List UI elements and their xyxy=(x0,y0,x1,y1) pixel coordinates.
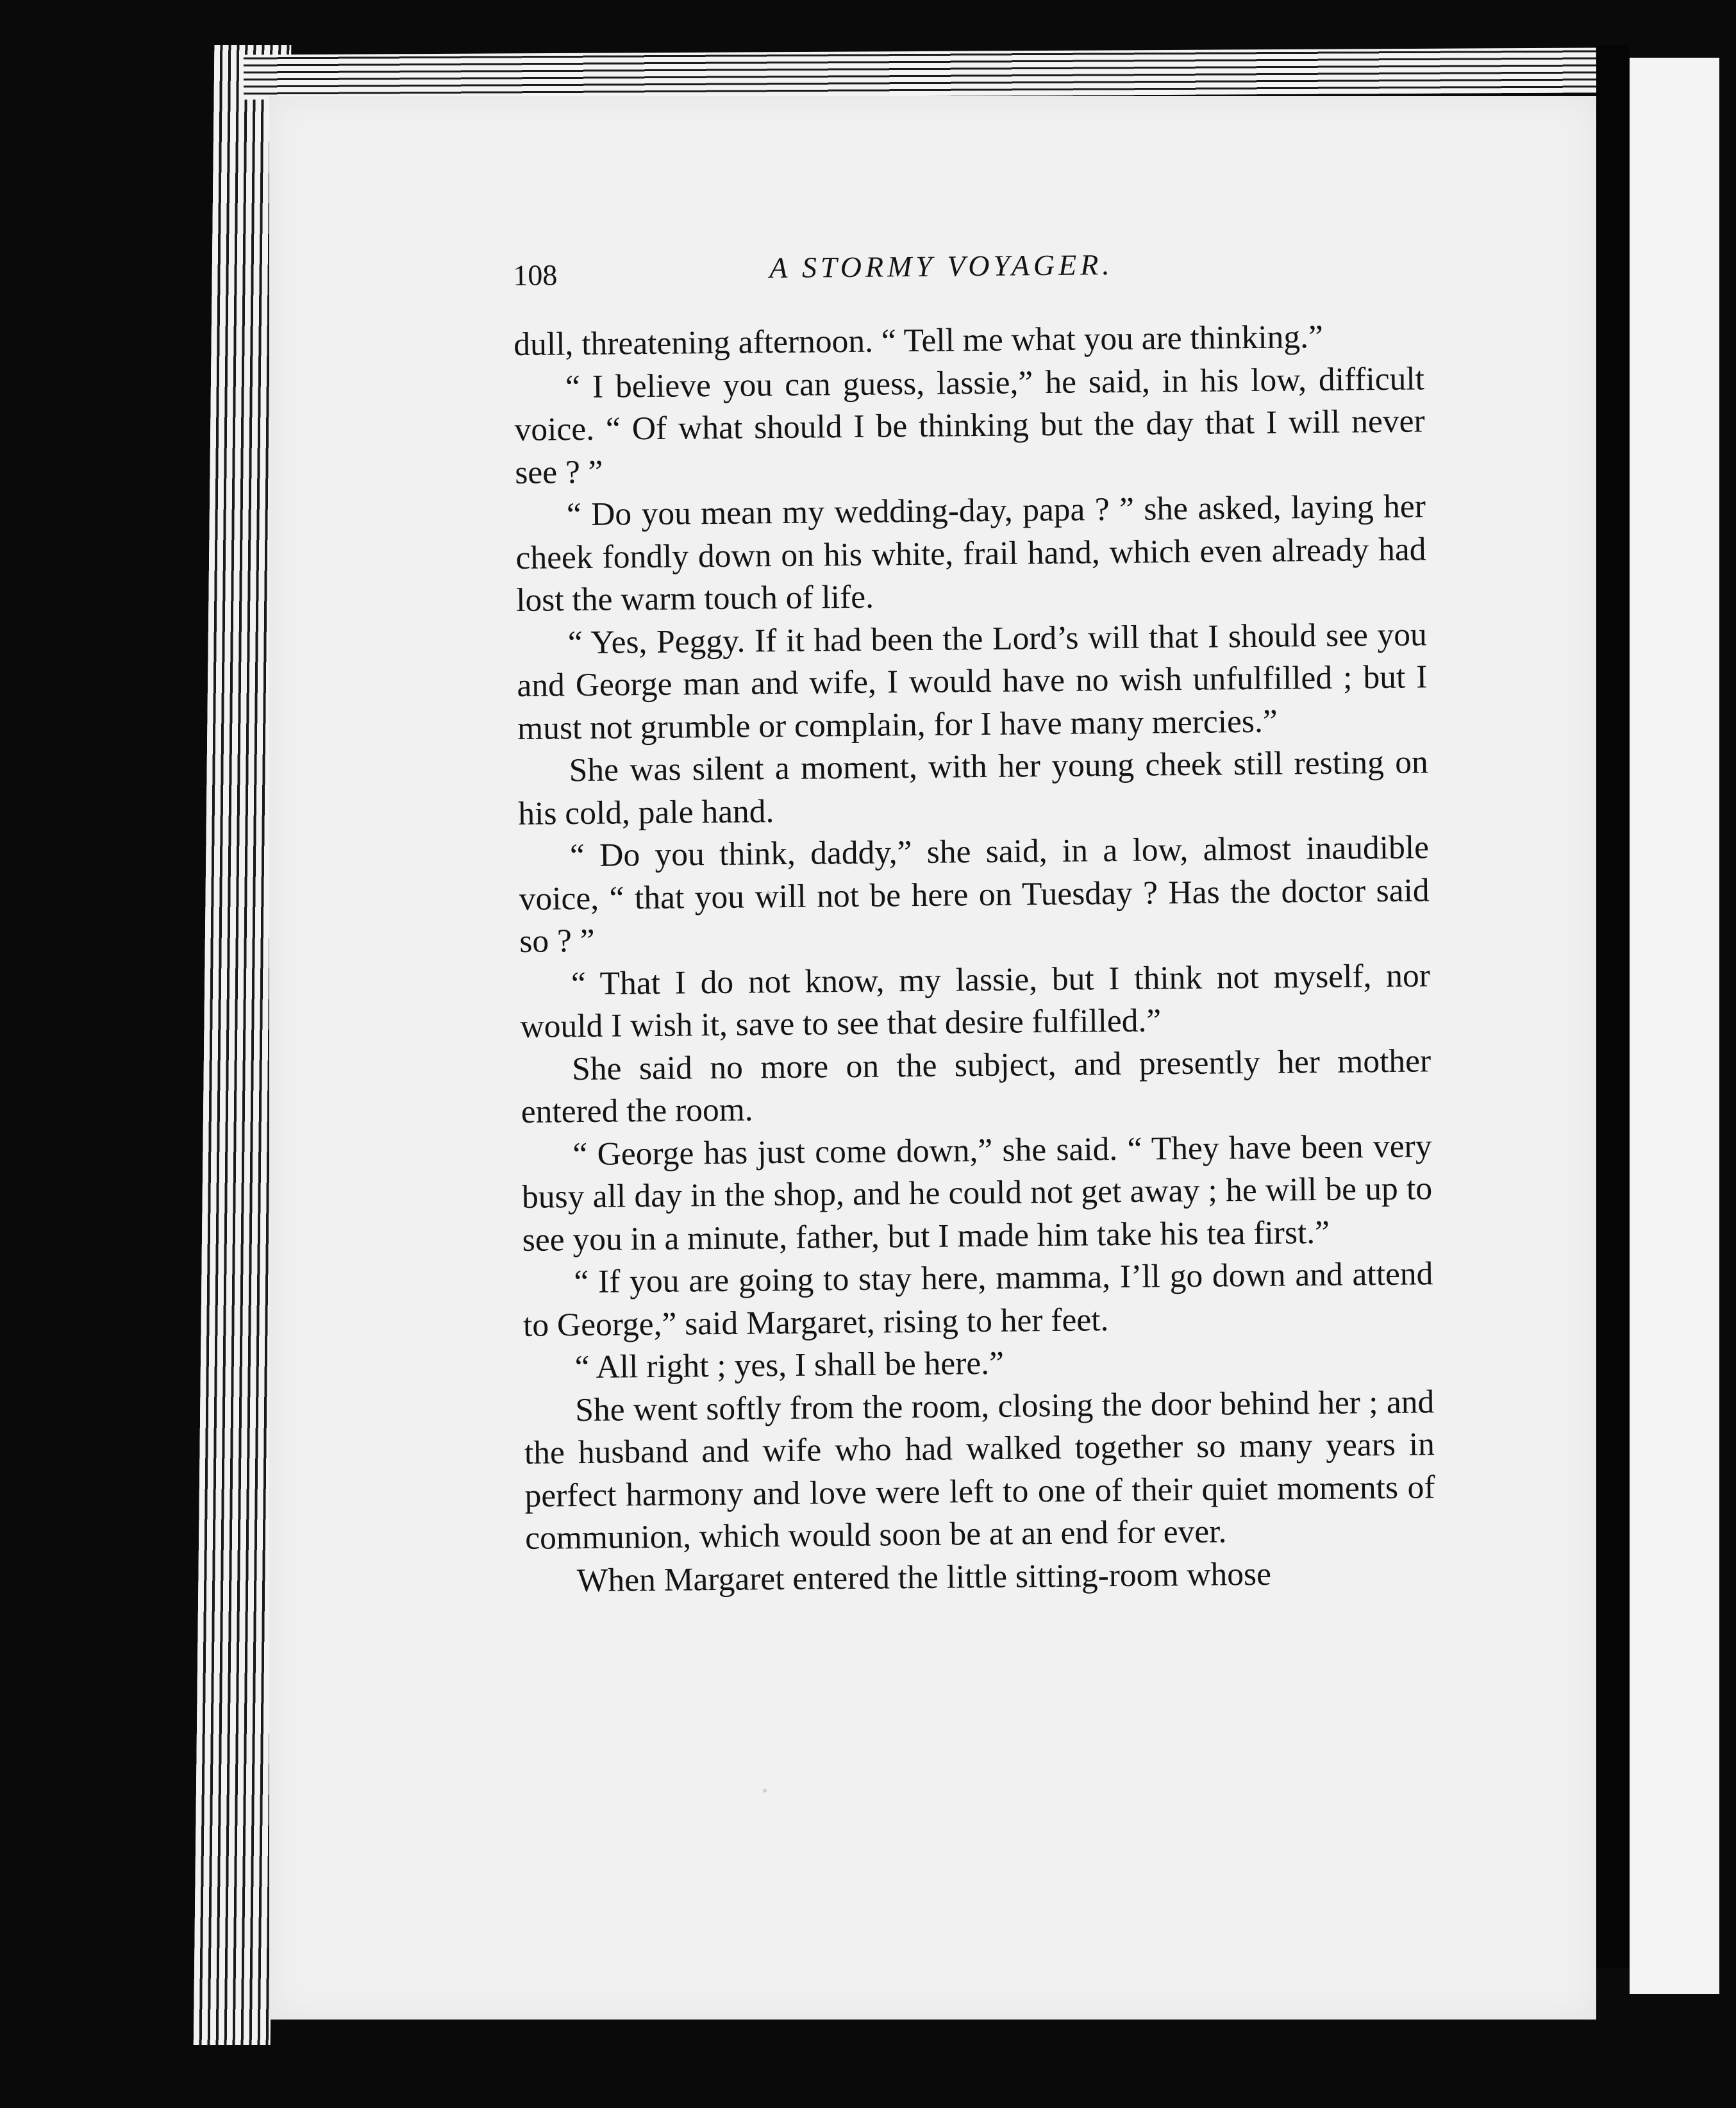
running-head xyxy=(513,244,1424,324)
paragraph: “ That I do not know, my lassie, but I think not myself, nor would I wish it, save to see that desire fulfilled.” xyxy=(520,957,1431,1045)
facing-page-edge xyxy=(1630,58,1719,1994)
running-title: A STORMY VOYAGER. xyxy=(769,248,1114,285)
paragraph-continuation: dull, threatening afternoon. “ Tell me what you are thinking.” xyxy=(513,318,1324,363)
paragraph: “ Yes, Peggy. If it had been the Lord’s will that I should see you and George man and wife, I would have no wish unfulfilled ; but I must not grumble or complain, for I have many mercies.” xyxy=(517,615,1428,747)
paragraph: “ Do you mean my wedding-day, papa ? ” she asked, laying her cheek fondly down on his white, frail hand, which even already had lost the warm touch of life. xyxy=(515,488,1426,619)
paragraph: “ George has just come down,” she said. “ They have been very busy all day in the shop, and he could not get away ; he will be up to see you in a minute, father, but I made him take his tea first.” xyxy=(521,1127,1433,1259)
paper-speck xyxy=(763,1789,767,1793)
page-number: 108 xyxy=(513,258,558,292)
paragraph: “ All right ; yes, I shall be here.” xyxy=(574,1344,1005,1386)
paragraph: “ If you are going to stay here, mamma, I’ll go down and attend to George,” said Margaret, rising to her feet. xyxy=(522,1255,1433,1344)
paragraph: She went softly from the room, closing the door behind her ; and the husband and wife who had walked together so many years in perfect harmony and love were left to one of their quiet moments of communion, which would soon be at an end for ever. xyxy=(524,1383,1435,1557)
page-stack-top-edges xyxy=(244,47,1596,99)
paragraph: “ Do you think, daddy,” she said, in a low, almost inaudible voice, “ that you will not be here on Tuesday ? Has the doctor said so ? ” xyxy=(519,829,1430,960)
paragraph-last-line: When Margaret entered the little sitting-room whose xyxy=(576,1555,1272,1599)
paragraph: She was silent a moment, with her young cheek still resting on his cold, pale hand. xyxy=(518,744,1428,832)
paragraph: She said no more on the subject, and presently her mother entered the room. xyxy=(521,1042,1431,1130)
page-text-block xyxy=(513,244,1436,1603)
paragraph: “ I believe you can guess, lassie,” he said, in his low, difficult voice. “ Of what should I be thinking but the day that I will never see ? ” xyxy=(514,360,1425,491)
book-gutter xyxy=(1596,45,1630,1968)
